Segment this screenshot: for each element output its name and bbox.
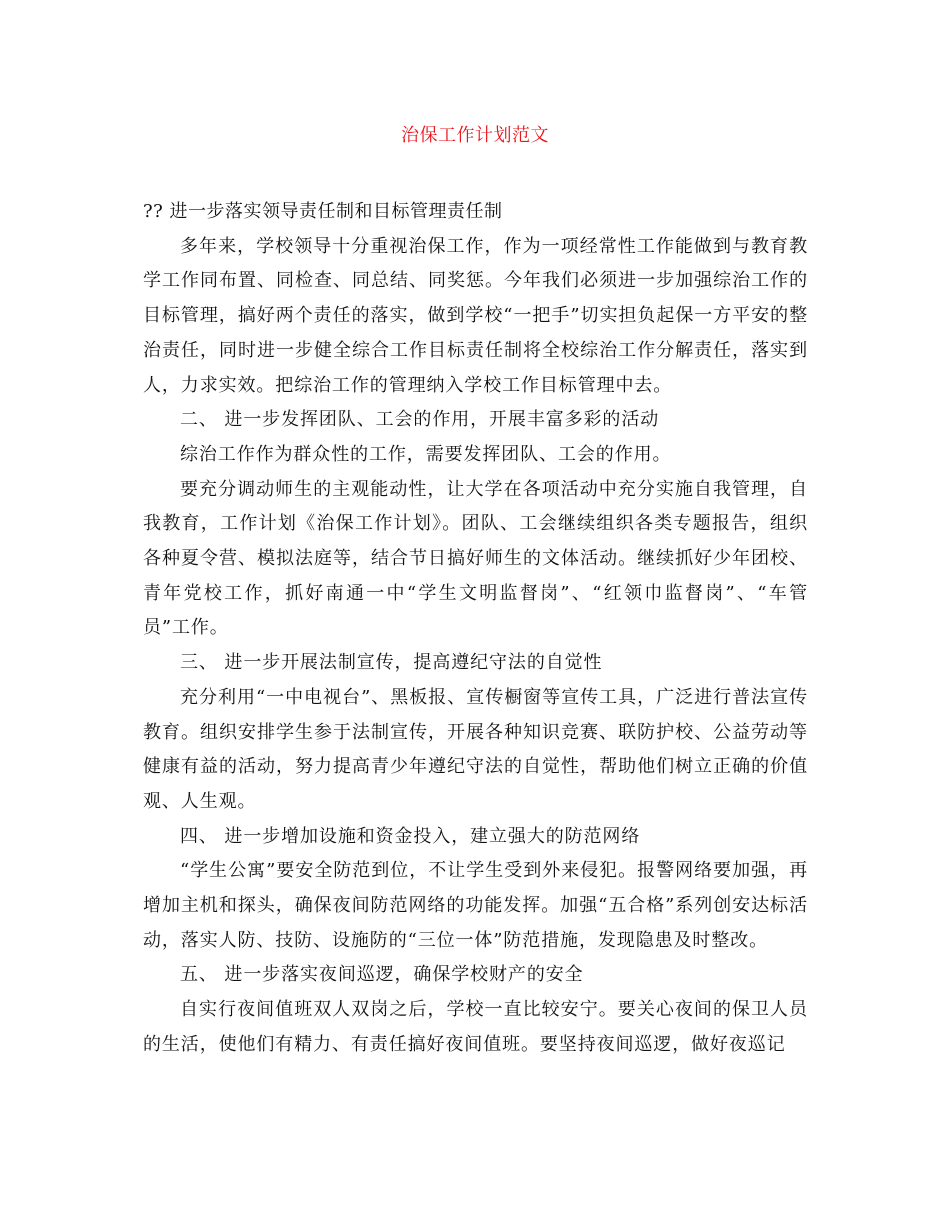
section-heading-5: 五、 进一步落实夜间巡逻，确保学校财产的安全 [180,964,584,986]
section-heading-4: 四、 进一步增加设施和资金投入，建立强大的防范网络 [180,825,641,847]
section-heading-3: 三、 进一步开展法制宣传，提高遵纪守法的自觉性 [180,652,603,674]
paragraph-1: 多年来，学校领导十分重视治保工作，作为一项经常性工作能做到与教育教学工作同布置、同检查、同总结、同奖惩。今年我们必须进一步加强综治工作的目标管理，搞好两个责任的落实，做到学校“一把手”切实担负起保一方平安的整治责任，同时进一步健全综合工作目标责任制将全校综治工作分解责任，落实到人，力求实效。把综治工作的管理纳入学校工作目标管理中去。 [143,235,808,396]
document-body [143,195,808,1063]
paragraph-3: 充分利用“一中电视台”、黑板报、宣传橱窗等宣传工具，广泛进行普法宣传教育。组织安排学生参于法制宣传，开展各种知识竞赛、联防护校、公益劳动等健康有益的活动，努力提高青少年遵纪守法的自觉性，帮助他们树立正确的价值观、人生观。 [143,686,808,812]
section-heading-1: ?? 进一步落实领导责任制和目标管理责任制 [143,201,503,222]
document-title: 治保工作计划范文 [401,125,549,146]
paragraph-4: “学生公寓”要安全防范到位，不让学生受到外来侵犯。报警网络要加强，再增加主机和探头，确保夜间防范网络的功能发挥。加强“五合格”系列创安达标活动，落实人防、技防、设施防的“三位一体”防范措施，发现隐患及时整改。 [143,860,808,951]
section-heading-2: 二、 进一步发挥团队、工会的作用，开展丰富多彩的活动 [180,409,660,431]
paragraph-2b: 要充分调动师生的主观能动性，让大学在各项活动中充分实施自我管理，自我教育，工作计划《治保工作计划》。团队、工会继续组织各类专题报告，组织各种夏令营、模拟法庭等，结合节日搞好师生的文体活动。继续抓好少年团校、青年党校工作，抓好南通一中“学生文明监督岗”、“红领巾监督岗”、“车管员”工作。 [143,478,808,639]
paragraph-2a: 综治工作作为群众性的工作，需要发挥团队、工会的作用。 [180,443,672,465]
paragraph-5: 自实行夜间值班双人双岗之后，学校一直比较安宁。要关心夜间的保卫人员的生活，使他们有精力、有责任搞好夜间值班。要坚持夜间巡逻，做好夜巡记 [143,999,808,1055]
